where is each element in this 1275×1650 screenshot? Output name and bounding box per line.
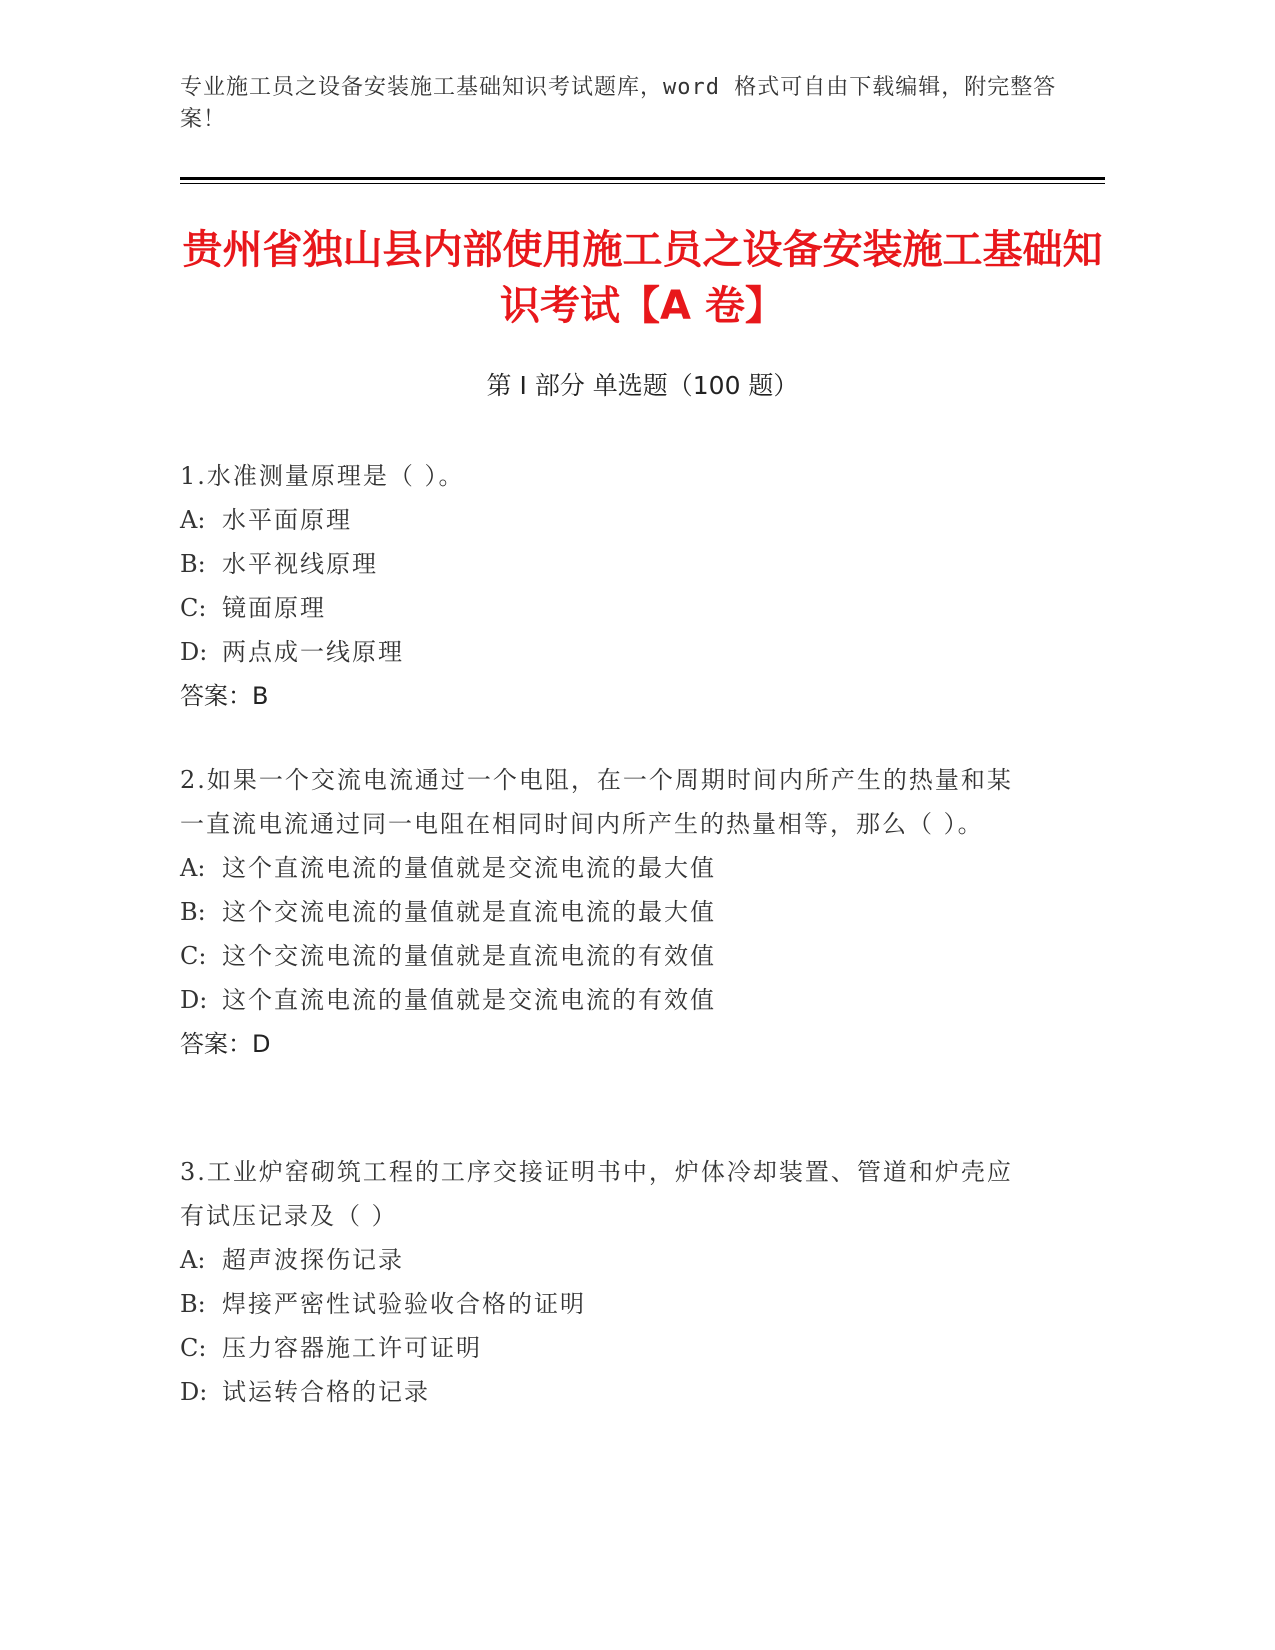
option-key: C: — [180, 594, 207, 622]
document-title: 贵州省独山县内部使用施工员之设备安装施工基础知识考试【A 卷】 — [182, 227, 1103, 329]
option-c — [180, 934, 1020, 978]
option-text: 这个交流电流的量值就是直流电流的有效值 — [222, 942, 716, 970]
question-stem: 2.如果一个交流电流通过一个电阻，在一个周期时间内所产生的热量和某一直流电流通过同一电阻在相同时间内所产生的热量相等，那么（ ）。 — [180, 766, 1013, 838]
option-b — [180, 890, 1020, 934]
option-text: 试运转合格的记录 — [222, 1378, 430, 1406]
question-2 — [180, 758, 1020, 1066]
option-key: B: — [180, 1290, 206, 1318]
option-text: 这个交流电流的量值就是直流电流的最大值 — [222, 898, 716, 926]
option-text: 超声波探伤记录 — [222, 1246, 404, 1274]
option-key: A: — [180, 1246, 206, 1274]
option-a — [180, 846, 1020, 890]
answer-line — [180, 674, 1020, 718]
option-text: 这个直流电流的量值就是交流电流的有效值 — [222, 986, 716, 1014]
option-c — [180, 586, 1020, 630]
option-key: B: — [180, 550, 206, 578]
option-d — [180, 978, 1020, 1022]
answer-line — [180, 1022, 1020, 1066]
option-text: 两点成一线原理 — [222, 638, 404, 666]
question-1 — [180, 454, 1020, 718]
option-text: 这个直流电流的量值就是交流电流的最大值 — [222, 854, 716, 882]
option-c — [180, 1326, 1020, 1370]
question-stem: 3.工业炉窑砌筑工程的工序交接证明书中，炉体冷却装置、管道和炉壳应有试压记录及（ ） — [180, 1158, 1013, 1230]
option-b — [180, 542, 1020, 586]
option-d — [180, 630, 1020, 674]
option-key: D: — [180, 1378, 208, 1406]
question-stem: 1.水准测量原理是（ ）。 — [180, 462, 465, 490]
option-key: D: — [180, 638, 208, 666]
option-text: 水平面原理 — [222, 506, 352, 534]
answer-value: D — [252, 1030, 271, 1058]
option-text: 镜面原理 — [222, 594, 326, 622]
answer-prefix: 答案： — [180, 682, 252, 710]
option-d — [180, 1370, 1020, 1414]
section-title: 第 I 部分 单选题（100 题） — [486, 371, 799, 400]
header-note: 专业施工员之设备安装施工基础知识考试题库，word 格式可自由下载编辑，附完整答案！ — [180, 75, 1057, 132]
option-key: B: — [180, 898, 206, 926]
option-key: C: — [180, 942, 207, 970]
option-text: 压力容器施工许可证明 — [222, 1334, 482, 1362]
header-rule-thin — [180, 183, 1105, 184]
answer-value: B — [252, 682, 269, 710]
option-a — [180, 1238, 1020, 1282]
answer-prefix: 答案： — [180, 1030, 252, 1058]
option-key: A: — [180, 506, 206, 534]
option-text: 焊接严密性试验验收合格的证明 — [222, 1290, 586, 1318]
option-key: C: — [180, 1334, 207, 1362]
option-key: D: — [180, 986, 208, 1014]
option-b — [180, 1282, 1020, 1326]
question-3 — [180, 1150, 1020, 1414]
header-rule-thick — [180, 177, 1105, 180]
option-key: A: — [180, 854, 206, 882]
option-a — [180, 498, 1020, 542]
option-text: 水平视线原理 — [222, 550, 378, 578]
